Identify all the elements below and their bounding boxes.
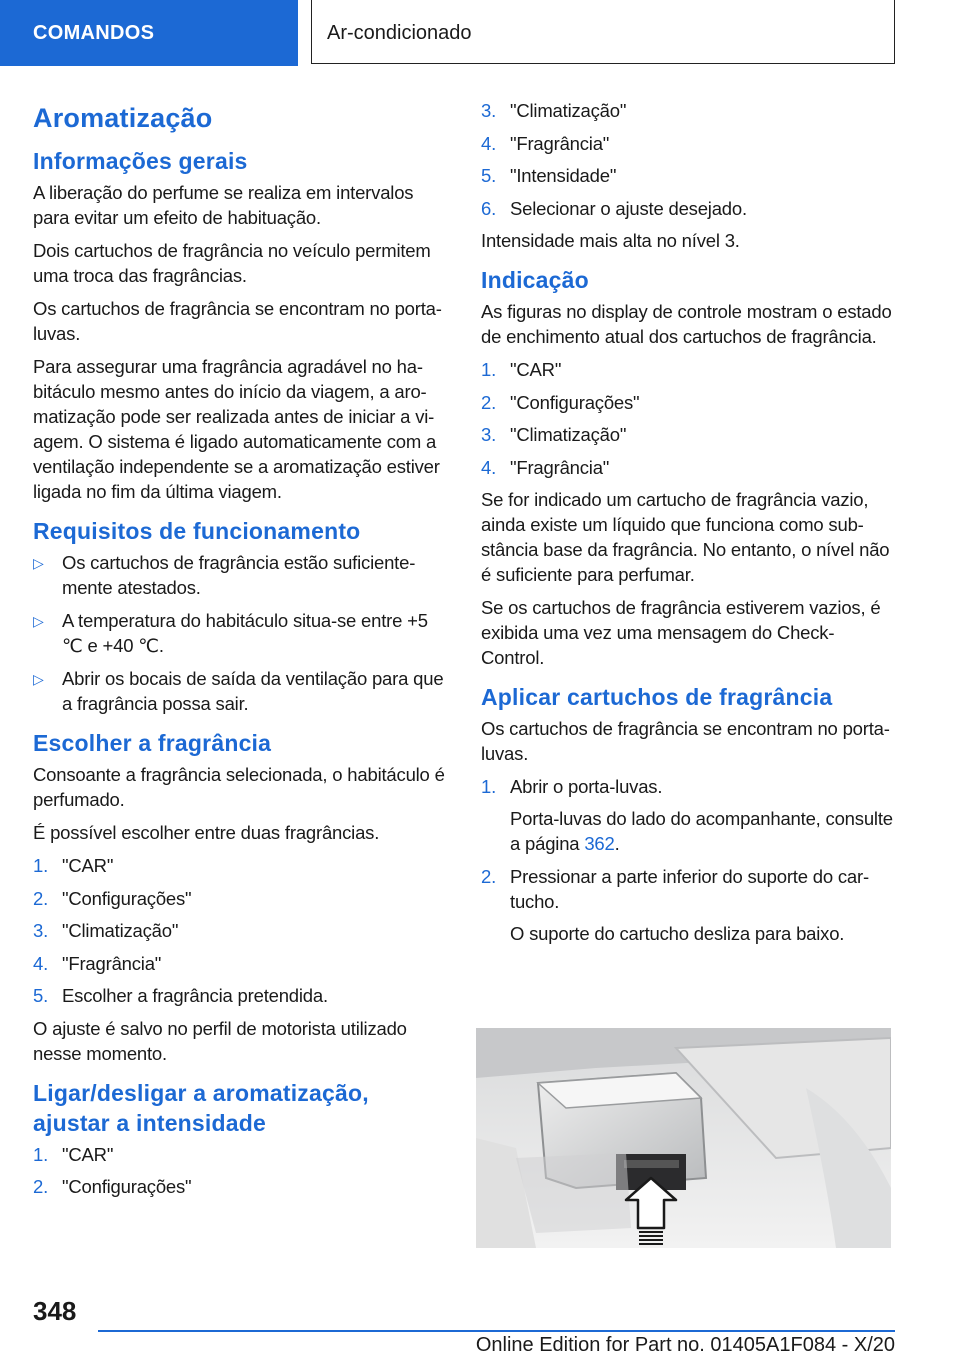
list-item: 5. Escolher a fragrância pretendida. xyxy=(33,985,328,1006)
list-item: 4. "Fragrância" xyxy=(33,952,162,974)
list-item: 4. "Fragrância" xyxy=(481,456,610,478)
indication-steps xyxy=(481,357,893,480)
list-item: ▷ A temperatura do habitáculo situa-se entre +5 ℃ e +40 ℃. xyxy=(33,610,428,656)
list-item: 2. Pressionar a parte inferior do suporte do cartucho. O suporte do cartucho desliza para baixo. xyxy=(481,864,893,946)
section-tab[interactable]: COMANDOS xyxy=(0,0,298,66)
toggle-steps xyxy=(33,1142,449,1200)
glovebox-cartridge-photo xyxy=(476,1028,891,1248)
step-note: Porta-luvas do lado do acompanhante, consulte a página 362. xyxy=(510,808,893,854)
paragraph: É possível escolher entre duas fragrâncias. xyxy=(33,822,380,843)
page-reference-link[interactable]: 362 xyxy=(584,833,615,854)
section-heading-toggle: Ligar/desligar a aromatização, ajustar a intensidade xyxy=(33,1079,369,1136)
section-heading-indication: Indicação xyxy=(481,267,589,293)
edition-footer: Online Edition for Part no. 01405A1F084 - X/20 xyxy=(475,1334,895,1356)
section-heading-general: Informações gerais xyxy=(33,148,248,174)
list-item: 6. Selecionar o ajuste desejado. xyxy=(481,197,747,219)
paragraph: A liberação do perfume se realiza em intervalos para evitar um efeito de habituação. xyxy=(33,182,414,228)
list-item: 5. "Intensidade" xyxy=(481,165,617,186)
list-item: ▷ Abrir os bocais de saída da ventilação para que a fragrância possa sair. xyxy=(33,668,444,714)
section-heading-apply: Aplicar cartuchos de fragrância xyxy=(481,684,833,710)
right-column xyxy=(481,98,893,953)
list-item: 1. Abrir o porta-luvas. Porta-luvas do lado do acompanhante, consulte a página 362. xyxy=(481,776,893,854)
paragraph: Os cartuchos de fragrância se encontram no porta-luvas. xyxy=(33,298,442,344)
paragraph: O ajuste é salvo no perfil de motorista utilizado nesse momento. xyxy=(33,1017,407,1064)
page-number: 348 xyxy=(33,1296,77,1326)
list-item: ▷ Os cartuchos de fragrância estão suficientemente atestados. xyxy=(33,552,416,598)
paragraph: As figuras no display de controle mostram o estado de enchimento atual dos cartuchos de fragrância. xyxy=(481,301,892,347)
toggle-steps-continued xyxy=(481,98,893,221)
list-item: 1. "CAR" xyxy=(481,359,562,380)
section-heading-requirements: Requisitos de funcionamento xyxy=(33,518,361,544)
choose-steps xyxy=(33,853,449,1008)
list-item: 3. "Climatização" xyxy=(481,100,627,121)
list-item: 2. "Configurações" xyxy=(33,1176,192,1197)
requirements-list xyxy=(33,550,449,716)
paragraph: Se for indicado um cartucho de fragrância vazio, ainda existe um líquido que funciona como substância base da fragrância. No entanto, o nível não é suficiente para perfumar. xyxy=(481,489,890,585)
page-title: Aromatização xyxy=(33,103,213,133)
paragraph: Consoante a fragrância selecionada, o habitáculo é perfumado. xyxy=(33,764,445,810)
list-item: 3. "Climatização" xyxy=(33,920,179,941)
list-item: 2. "Configurações" xyxy=(481,391,640,413)
paragraph: Se os cartuchos de fragrância estiverem vazios, é exibida uma vez uma mensagem do Check-Control. xyxy=(481,597,881,668)
list-item: 3. "Climatização" xyxy=(481,424,627,445)
step-note: O suporte do cartucho desliza para baixo. xyxy=(510,922,845,944)
triangle-bullet-icon: ▷ xyxy=(33,555,44,571)
paragraph: Os cartuchos de fragrância se encontram no porta-luvas. xyxy=(481,718,890,764)
triangle-bullet-icon: ▷ xyxy=(33,671,44,687)
apply-steps xyxy=(481,774,893,946)
paragraph: Dois cartuchos de fragrância no veículo permitem uma troca das fragrâncias. xyxy=(33,240,431,286)
footer-divider xyxy=(98,1330,895,1332)
list-item: 2. "Configurações" xyxy=(33,887,192,909)
list-item: 1. "CAR" xyxy=(33,1143,114,1165)
list-item: 4. "Fragrância" xyxy=(481,132,610,154)
section-heading-choose: Escolher a fragrância xyxy=(33,730,272,756)
triangle-bullet-icon: ▷ xyxy=(33,613,44,629)
paragraph: Intensidade mais alta no nível 3. xyxy=(481,230,740,251)
list-item: 1. "CAR" xyxy=(33,855,114,876)
left-column xyxy=(33,98,449,1207)
page-header xyxy=(0,0,960,66)
chapter-title: Ar-condicionado xyxy=(311,0,895,64)
glovebox-illustration xyxy=(476,1028,891,1248)
paragraph: Para assegurar uma fragrância agradável no habitáculo mesmo antes do início da viagem, a aromatização pode ser realizada antes de iniciar a viagem. O sistema é ligado automaticamente com a ventilação independente se a aromatização estiver ligada no fim da última viagem. xyxy=(33,356,440,502)
